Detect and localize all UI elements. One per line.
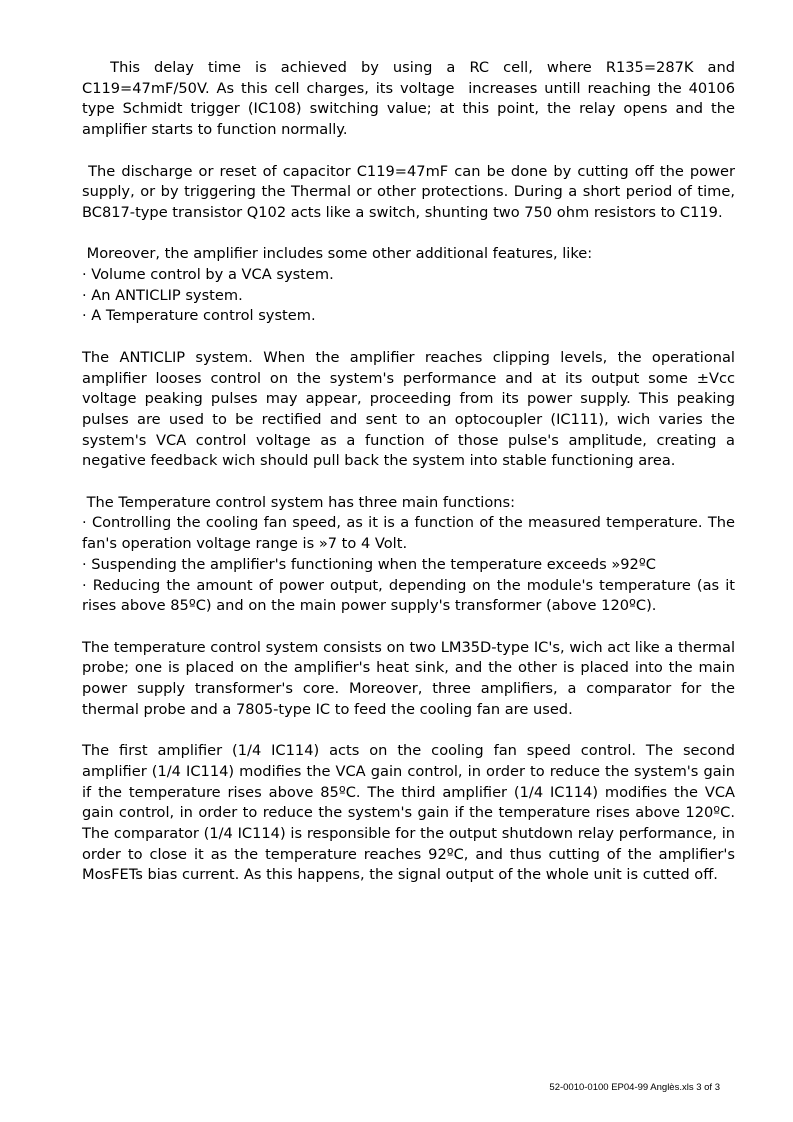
paragraph-rc-delay: This delay time is achieved by using a RC cell, where R135=287K and C119=47mF/50V. As this cell charges, its voltage increases untill reaching the 40106 type Schmidt trigger (IC108) switching value; at this point, the relay opens and the amplifier starts to function normally. <box>82 59 740 139</box>
paragraph-additional-features <box>82 244 735 327</box>
paragraph-temperature-system: The temperature control system consists on two LM35D-type IC's, wich act like a thermal probe; one is placed on the amplifier's heat sink, and the other is placed into the main power supply transformer's core. Moreover, three amplifiers, a comparator for the thermal probe and a 7805-type IC to feed the cooling fan are used. <box>82 638 735 718</box>
paragraph-temperature-functions <box>82 493 735 617</box>
temperature-item-suspend: · Suspending the amplifier's functioning when the temperature exceeds »92ºC <box>82 555 656 573</box>
feature-item-temperature: · A Temperature control system. <box>82 307 316 325</box>
temperature-intro: The Temperature control system has three main functions: <box>82 493 516 511</box>
features-intro: Moreover, the amplifier includes some other additional features, like: <box>82 245 593 263</box>
document-body <box>82 58 740 907</box>
feature-item-vca: · Volume control by a VCA system. <box>82 266 334 283</box>
temperature-item-fan: · Controlling the cooling fan speed, as it is a function of the measured temperature. The fan's operation voltage range is »7 to 4 Volt. <box>82 514 735 553</box>
page-footer: 52-0010-0100 EP04-99 Anglès.xls 3 of 3 <box>549 1082 720 1093</box>
temperature-item-reduce: · Reducing the amount of power output, depending on the module's temperature (as it rises above 85ºC) and on the main power supply's transformer (above 120ºC). <box>82 576 735 615</box>
paragraph-anticlip: The ANTICLIP system. When the amplifier reaches clipping levels, the operational amplifier looses control on the system's performance and at its output some ±Vcc voltage peaking pulses may appear, proceeding from its power supply. This peaking pulses are used to be rectified and sent to an optocoupler (IC111), wich varies the system's VCA control voltage as a function of those pulse's amplitude, creating a negative feedback wich should pull back the system into stable functioning area. <box>82 348 735 470</box>
paragraph-amplifiers: The first amplifier (1/4 IC114) acts on the cooling fan speed control. The second amplifier (1/4 IC114) modifies the VCA gain control, in order to reduce the system's gain if the temperature rises above 85ºC. The third amplifier (1/4 IC114) modifies the VCA gain control, in order to reduce the system's gain if the temperature rises above 120ºC. The comparator (1/4 IC114) is responsible for the output shutdown relay performance, in order to close it as the temperature reaches 92ºC, and thus cutting of the amplifier's MosFETs bias current. As this happens, the signal output of the whole unit is cutted off. <box>82 742 735 884</box>
paragraph-capacitor-reset: The discharge or reset of capacitor C119=47mF can be done by cutting off the power supply, or by triggering the Thermal or other protections. During a short period of time, BC817-type transistor Q102 acts like a switch, shunting two 750 ohm resistors to C119. <box>82 162 740 221</box>
feature-item-anticlip: · An ANTICLIP system. <box>82 286 243 304</box>
